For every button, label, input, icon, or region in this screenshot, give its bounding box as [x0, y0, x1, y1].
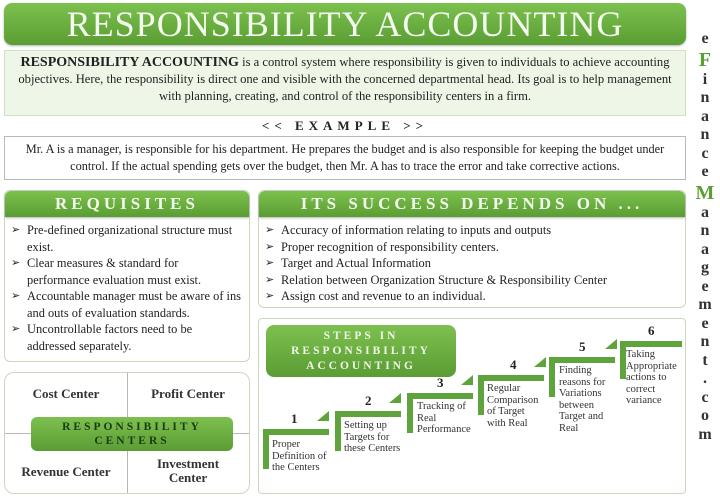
step-number: 5: [579, 339, 586, 354]
triangle-icon: [389, 393, 401, 403]
example-text: Mr. A is a manager, is responsible for his department. He prepares the budget and is also responsible for keeping the budget under control. If the actual spending gets over the budget, then Mr. A has to trace the error and take corrective actions.: [4, 136, 686, 180]
list-item: ➢ Accountable manager must be aware of ins and outs of evaluation standards.: [11, 289, 241, 320]
step-number: 3: [437, 375, 444, 390]
success-list: [259, 217, 685, 310]
list-item: ➢ Assign cost and revenue to an individual.: [265, 289, 486, 303]
arrow-bullet-icon: ➢: [265, 273, 275, 286]
step-bar: [549, 357, 555, 397]
success-panel: [258, 190, 686, 308]
arrow-bullet-icon: ➢: [265, 224, 275, 236]
step-text: Taking Appropriate actions to correct variance: [626, 349, 677, 406]
triangle-icon: [461, 375, 473, 385]
triangle-icon: [534, 357, 546, 367]
step-number: 1: [291, 411, 298, 426]
arrow-bullet-icon: ➢: [265, 257, 275, 269]
investment-center-label: Investment Center: [156, 456, 220, 485]
centers-label: RESPONSIBILITY CENTERS: [31, 417, 233, 451]
revenue-center-label: Revenue Center: [21, 464, 111, 479]
step-number: 2: [365, 393, 372, 408]
step-bar: [263, 429, 269, 469]
list-item: ➢ Target and Actual Information: [265, 256, 431, 270]
arrow-bullet-icon: ➢: [11, 323, 21, 335]
list-item: ➢ Uncontrollable factors need to be addressed separately.: [11, 322, 193, 353]
brand-watermark: e F i n a n c e M a n a g e m e n t . c o m: [695, 30, 715, 443]
triangle-icon: [605, 339, 617, 349]
step-text: Setting up Targets for these Centers: [344, 420, 401, 454]
list-item: ➢ Pre-defined organizational structure must exist.: [11, 223, 233, 254]
steps-panel: [258, 318, 686, 494]
step-number: 4: [510, 357, 517, 372]
step-bar: [478, 375, 544, 381]
requisites-heading: REQUISITES: [5, 191, 249, 217]
intro-bold-term: RESPONSIBILITY ACCOUNTING: [20, 55, 239, 70]
step-text: Tracking of Real Performance: [417, 401, 471, 435]
step-number: 6: [648, 323, 655, 338]
list-item: ➢ Clear measures & standard for performance evaluation must exist.: [11, 256, 202, 287]
step-bar: [335, 411, 401, 417]
cost-center-label: Cost Center: [32, 386, 100, 401]
arrow-bullet-icon: ➢: [11, 224, 21, 236]
success-heading: ITS SUCCESS DEPENDS ON ...: [259, 191, 685, 217]
intro-box: [4, 50, 686, 116]
step-bar: [407, 393, 473, 399]
list-item: ➢ Proper recognition of responsibility centers.: [265, 239, 499, 254]
step-bar: [335, 411, 341, 451]
list-item: ➢ Accuracy of information relating to inputs and outputs: [265, 223, 552, 237]
list-item: ➢ Relation between Organization Structure & Responsibility Center: [265, 272, 607, 287]
profit-center-label: Profit Center: [151, 386, 225, 401]
requisites-list: [5, 217, 249, 359]
page-title: RESPONSIBILITY ACCOUNTING: [4, 3, 686, 45]
step-text: Regular Comparison of Target with Real: [487, 383, 539, 429]
responsibility-centers-panel: [4, 372, 250, 494]
intro-text: is a control system where responsibility is given to individuals to achieve accounting objectives. Here, the responsibility is direct one and visible with the concerned departmental head. Its goal is to help management with planning, creating, and control of the responsibility centers in a firm.: [18, 55, 672, 103]
step-bar: [549, 357, 615, 363]
arrow-bullet-icon: ➢: [11, 290, 21, 302]
step-bar: [407, 393, 413, 433]
triangle-icon: [317, 411, 329, 421]
step-bar: [478, 375, 484, 415]
steps-label: STEPS IN RESPONSIBILITY ACCOUNTING: [266, 325, 456, 377]
step-text: Proper Definition of the Centers: [272, 439, 327, 473]
arrow-bullet-icon: ➢: [265, 290, 275, 302]
arrow-bullet-icon: ➢: [11, 257, 21, 269]
requisites-panel: [4, 190, 250, 362]
step-bar: [620, 341, 682, 347]
step-bar: [263, 429, 329, 435]
step-text: Finding reasons for Variations between Target and Real: [559, 365, 606, 434]
example-heading: << EXAMPLE >>: [261, 118, 429, 133]
arrow-bullet-icon: ➢: [265, 240, 275, 253]
